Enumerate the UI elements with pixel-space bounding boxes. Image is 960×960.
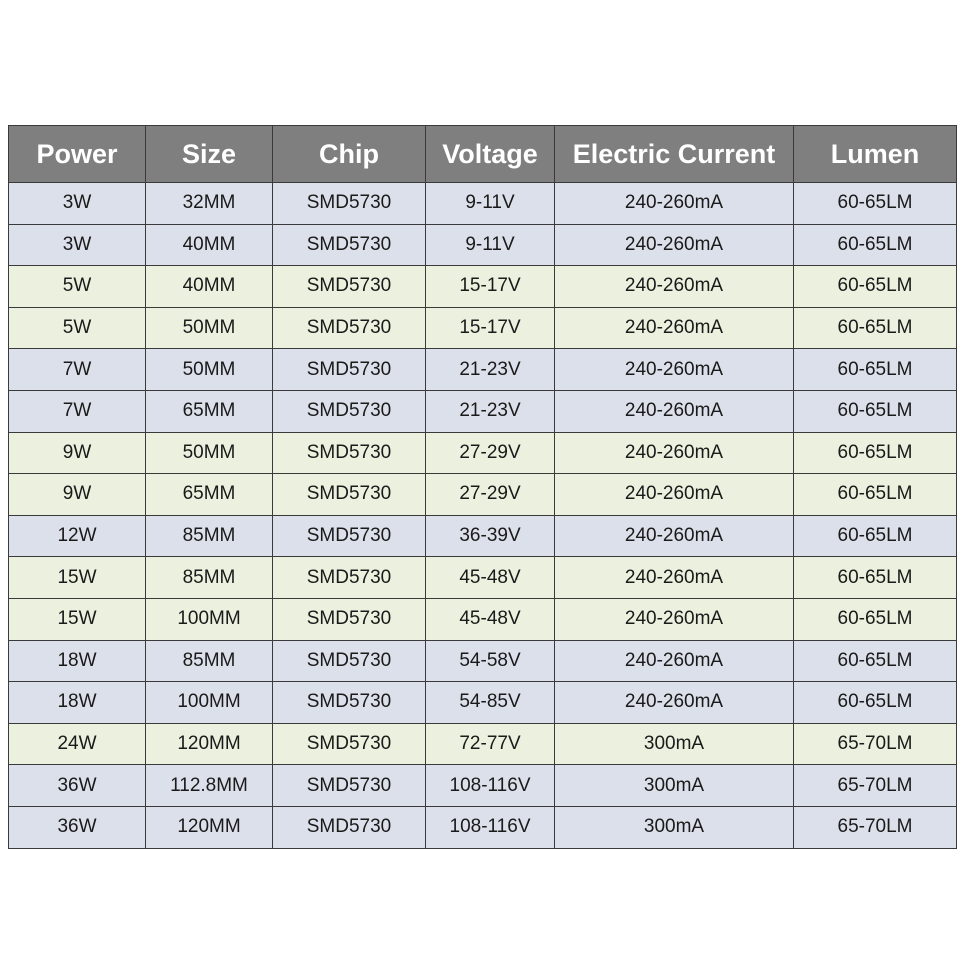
power-cell: 18W: [9, 640, 146, 682]
table-row: [9, 224, 957, 266]
power-cell: 7W: [9, 349, 146, 391]
size-cell: 65MM: [146, 474, 273, 516]
lumen-cell: 60-65LM: [794, 266, 957, 308]
chip-cell: SMD5730: [273, 307, 426, 349]
voltage-cell: 72-77V: [426, 723, 555, 765]
voltage-cell: 54-85V: [426, 682, 555, 724]
power-cell: 15W: [9, 598, 146, 640]
size-cell: 120MM: [146, 723, 273, 765]
power-cell: 7W: [9, 390, 146, 432]
size-cell: 85MM: [146, 640, 273, 682]
current-cell: 240-260mA: [555, 682, 794, 724]
size-cell: 100MM: [146, 682, 273, 724]
header-chip: Chip: [273, 126, 426, 183]
header-size: Size: [146, 126, 273, 183]
current-cell: 240-260mA: [555, 432, 794, 474]
power-cell: 5W: [9, 266, 146, 308]
size-cell: 112.8MM: [146, 765, 273, 807]
current-cell: 240-260mA: [555, 183, 794, 225]
chip-cell: SMD5730: [273, 266, 426, 308]
current-cell: 300mA: [555, 723, 794, 765]
current-cell: 240-260mA: [555, 557, 794, 599]
power-cell: 9W: [9, 474, 146, 516]
table-body: [9, 183, 957, 849]
voltage-cell: 9-11V: [426, 183, 555, 225]
lumen-cell: 60-65LM: [794, 598, 957, 640]
size-cell: 40MM: [146, 266, 273, 308]
lumen-cell: 65-70LM: [794, 806, 957, 848]
chip-cell: SMD5730: [273, 224, 426, 266]
lumen-cell: 60-65LM: [794, 557, 957, 599]
power-cell: 3W: [9, 224, 146, 266]
chip-cell: SMD5730: [273, 349, 426, 391]
lumen-cell: 65-70LM: [794, 723, 957, 765]
current-cell: 300mA: [555, 806, 794, 848]
voltage-cell: 21-23V: [426, 390, 555, 432]
table-row: [9, 640, 957, 682]
chip-cell: SMD5730: [273, 432, 426, 474]
header-power: Power: [9, 126, 146, 183]
table-row: [9, 432, 957, 474]
power-cell: 36W: [9, 765, 146, 807]
table-row: [9, 183, 957, 225]
lumen-cell: 60-65LM: [794, 682, 957, 724]
header-voltage: Voltage: [426, 126, 555, 183]
lumen-cell: 60-65LM: [794, 640, 957, 682]
voltage-cell: 45-48V: [426, 557, 555, 599]
table-row: [9, 349, 957, 391]
current-cell: 300mA: [555, 765, 794, 807]
size-cell: 32MM: [146, 183, 273, 225]
power-cell: 9W: [9, 432, 146, 474]
lumen-cell: 60-65LM: [794, 390, 957, 432]
chip-cell: SMD5730: [273, 557, 426, 599]
lumen-cell: 65-70LM: [794, 765, 957, 807]
spec-table: [8, 125, 957, 849]
chip-cell: SMD5730: [273, 723, 426, 765]
lumen-cell: 60-65LM: [794, 515, 957, 557]
voltage-cell: 15-17V: [426, 266, 555, 308]
current-cell: 240-260mA: [555, 390, 794, 432]
power-cell: 3W: [9, 183, 146, 225]
chip-cell: SMD5730: [273, 640, 426, 682]
lumen-cell: 60-65LM: [794, 224, 957, 266]
current-cell: 240-260mA: [555, 640, 794, 682]
chip-cell: SMD5730: [273, 390, 426, 432]
header-row: [9, 126, 957, 183]
chip-cell: SMD5730: [273, 183, 426, 225]
size-cell: 100MM: [146, 598, 273, 640]
power-cell: 15W: [9, 557, 146, 599]
table-row: [9, 266, 957, 308]
table-row: [9, 598, 957, 640]
chip-cell: SMD5730: [273, 682, 426, 724]
lumen-cell: 60-65LM: [794, 307, 957, 349]
chip-cell: SMD5730: [273, 515, 426, 557]
lumen-cell: 60-65LM: [794, 349, 957, 391]
table-row: [9, 474, 957, 516]
current-cell: 240-260mA: [555, 474, 794, 516]
table-row: [9, 723, 957, 765]
size-cell: 85MM: [146, 515, 273, 557]
table-row: [9, 765, 957, 807]
current-cell: 240-260mA: [555, 598, 794, 640]
power-cell: 12W: [9, 515, 146, 557]
header-lumen: Lumen: [794, 126, 957, 183]
size-cell: 50MM: [146, 432, 273, 474]
lumen-cell: 60-65LM: [794, 432, 957, 474]
voltage-cell: 27-29V: [426, 432, 555, 474]
power-cell: 36W: [9, 806, 146, 848]
chip-cell: SMD5730: [273, 598, 426, 640]
lumen-cell: 60-65LM: [794, 183, 957, 225]
table-row: [9, 390, 957, 432]
table-row: [9, 806, 957, 848]
lumen-cell: 60-65LM: [794, 474, 957, 516]
size-cell: 65MM: [146, 390, 273, 432]
power-cell: 18W: [9, 682, 146, 724]
table-row: [9, 515, 957, 557]
voltage-cell: 45-48V: [426, 598, 555, 640]
voltage-cell: 108-116V: [426, 765, 555, 807]
chip-cell: SMD5730: [273, 474, 426, 516]
current-cell: 240-260mA: [555, 266, 794, 308]
voltage-cell: 54-58V: [426, 640, 555, 682]
table-row: [9, 557, 957, 599]
voltage-cell: 108-116V: [426, 806, 555, 848]
voltage-cell: 36-39V: [426, 515, 555, 557]
power-cell: 24W: [9, 723, 146, 765]
chip-cell: SMD5730: [273, 806, 426, 848]
size-cell: 85MM: [146, 557, 273, 599]
chip-cell: SMD5730: [273, 765, 426, 807]
size-cell: 40MM: [146, 224, 273, 266]
current-cell: 240-260mA: [555, 307, 794, 349]
current-cell: 240-260mA: [555, 349, 794, 391]
size-cell: 120MM: [146, 806, 273, 848]
size-cell: 50MM: [146, 349, 273, 391]
power-cell: 5W: [9, 307, 146, 349]
table-header: [9, 126, 957, 183]
voltage-cell: 27-29V: [426, 474, 555, 516]
current-cell: 240-260mA: [555, 224, 794, 266]
size-cell: 50MM: [146, 307, 273, 349]
header-electric-current: Electric Current: [555, 126, 794, 183]
voltage-cell: 9-11V: [426, 224, 555, 266]
table-row: [9, 682, 957, 724]
voltage-cell: 15-17V: [426, 307, 555, 349]
table-row: [9, 307, 957, 349]
current-cell: 240-260mA: [555, 515, 794, 557]
voltage-cell: 21-23V: [426, 349, 555, 391]
